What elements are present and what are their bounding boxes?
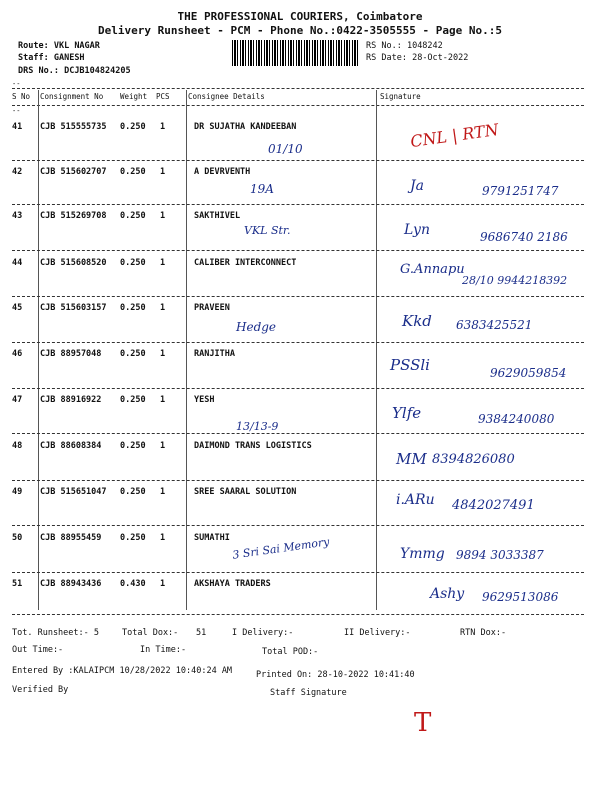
row-note: 3 Sri Sai Memory bbox=[231, 535, 331, 562]
row-sno: 41 bbox=[12, 122, 23, 132]
total-dox-value: 51 bbox=[196, 628, 207, 638]
row-consignee: SAKTHIVEL bbox=[194, 211, 241, 221]
route-value: VKL NAGAR bbox=[53, 41, 100, 51]
total-dox-label: Total Dox:- bbox=[122, 628, 179, 638]
col-weight: Weight bbox=[120, 92, 148, 101]
staff-row bbox=[18, 53, 85, 63]
row-weight: 0.250 bbox=[120, 349, 146, 359]
row-phone: 6383425521 bbox=[456, 318, 533, 332]
row-signature: CNL | RTN bbox=[409, 119, 500, 152]
row-signature: Ylfe bbox=[392, 404, 422, 422]
tot-runsheet: Tot. Runsheet:- 5 bbox=[12, 628, 99, 638]
row-weight: 0.250 bbox=[120, 258, 146, 268]
row-phone: 9384240080 bbox=[478, 412, 555, 426]
row-consignee: A DEVRVENTH bbox=[194, 167, 251, 177]
row-weight: 0.250 bbox=[120, 533, 146, 543]
row-note: 19A bbox=[250, 182, 274, 196]
row-consignee: YESH bbox=[194, 395, 215, 405]
row-consignee: AKSHAYA TRADERS bbox=[194, 579, 271, 589]
row-signature: Ymmg bbox=[400, 546, 445, 562]
row-phone: 9686740 2186 bbox=[480, 230, 568, 244]
row-sno: 47 bbox=[12, 395, 23, 405]
row-pcs: 1 bbox=[160, 579, 166, 589]
row-weight: 0.250 bbox=[120, 395, 146, 405]
row-pcs: 1 bbox=[160, 167, 166, 177]
row-sno: 42 bbox=[12, 167, 23, 177]
col-consignee: Consignee Details bbox=[188, 92, 265, 101]
rs-date-row bbox=[366, 53, 468, 63]
row-consignee: SREE SAARAL SOLUTION bbox=[194, 487, 297, 497]
row-rule bbox=[12, 525, 584, 526]
row-signature: Lyn bbox=[404, 222, 430, 238]
route-row bbox=[18, 41, 100, 51]
route-label: Route: bbox=[18, 41, 49, 51]
row-consignee: RANJITHA bbox=[194, 349, 235, 359]
row-pcs: 1 bbox=[160, 211, 166, 221]
drs-label: DRS No.: bbox=[18, 66, 59, 76]
row-pcs: 1 bbox=[160, 258, 166, 268]
row-consignee: CALIBER INTERCONNECT bbox=[194, 258, 297, 268]
rs-no-row bbox=[366, 41, 443, 51]
row-consignment: CJB 515269708 bbox=[40, 211, 107, 221]
row-rule bbox=[12, 572, 584, 573]
total-pod: Total POD:- bbox=[262, 647, 319, 657]
barcode-image bbox=[232, 40, 360, 66]
row-pcs: 1 bbox=[160, 395, 166, 405]
row-weight: 0.250 bbox=[120, 122, 146, 132]
row-consignment: CJB 515602707 bbox=[40, 167, 107, 177]
row-note: VKL Str. bbox=[244, 224, 291, 237]
row-sno: 45 bbox=[12, 303, 23, 313]
row-sno: 51 bbox=[12, 579, 23, 589]
row-sno: 43 bbox=[12, 211, 23, 221]
rs-date-label: RS Date: bbox=[366, 53, 407, 63]
row-sno: 48 bbox=[12, 441, 23, 451]
drs-row bbox=[18, 66, 131, 76]
row-signature: PSSli bbox=[390, 356, 430, 374]
row-signature: Ja bbox=[410, 178, 424, 194]
row-sno: 49 bbox=[12, 487, 23, 497]
row-pcs: 1 bbox=[160, 303, 166, 313]
marker-top: -- bbox=[12, 80, 21, 88]
row-rule bbox=[12, 480, 584, 481]
staff-label: Staff: bbox=[18, 53, 49, 63]
row-pcs: 1 bbox=[160, 441, 166, 451]
rs-no-value: 1048242 bbox=[406, 41, 443, 51]
row-consignee: DAIMOND TRANS LOGISTICS bbox=[194, 441, 312, 451]
row-signature: G.Annapu bbox=[400, 262, 465, 277]
printed-on: Printed On: 28-10-2022 10:41:40 bbox=[256, 670, 415, 680]
row-pcs: 1 bbox=[160, 122, 166, 132]
row-rule bbox=[12, 388, 584, 389]
row-weight: 0.250 bbox=[120, 167, 146, 177]
row-consignee: SUMATHI bbox=[194, 533, 230, 543]
row-rule bbox=[12, 296, 584, 297]
in-time: In Time:- bbox=[140, 645, 187, 655]
col-consignment: Consignment No bbox=[40, 92, 104, 101]
marker-bottom: -- bbox=[12, 107, 21, 115]
row-consignment: CJB 88943436 bbox=[40, 579, 102, 589]
row-weight: 0.250 bbox=[120, 441, 146, 451]
col-sep-1 bbox=[38, 90, 39, 610]
col-sno: S No bbox=[12, 92, 31, 101]
rtn-dox: RTN Dox:- bbox=[460, 628, 507, 638]
row-phone: 8394826080 bbox=[432, 452, 515, 467]
drs-value: DCJB104824205 bbox=[64, 66, 131, 76]
rs-date-value: 28-Oct-2022 bbox=[412, 53, 469, 63]
row-weight: 0.250 bbox=[120, 211, 146, 221]
row-signature: MM bbox=[396, 450, 427, 468]
row-sno: 44 bbox=[12, 258, 23, 268]
row-phone: 9629513086 bbox=[482, 590, 559, 604]
row-rule bbox=[12, 250, 584, 251]
row-phone: 9791251747 bbox=[482, 184, 559, 198]
col-pcs: PCS bbox=[156, 92, 170, 101]
row-phone: 28/10 9944218392 bbox=[462, 274, 568, 287]
row-signature: Kkd bbox=[402, 312, 432, 330]
row-signature: i.ARu bbox=[396, 492, 435, 508]
row-rule bbox=[12, 204, 584, 205]
out-time: Out Time:- bbox=[12, 645, 64, 655]
row-pcs: 1 bbox=[160, 349, 166, 359]
row-note: 13/13-9 bbox=[236, 420, 279, 433]
row-consignment: CJB 515603157 bbox=[40, 303, 107, 313]
row-rule bbox=[12, 614, 584, 615]
row-sno: 50 bbox=[12, 533, 23, 543]
row-consignment: CJB 88608384 bbox=[40, 441, 102, 451]
i-delivery: I Delivery:- bbox=[232, 628, 294, 638]
row-pcs: 1 bbox=[160, 487, 166, 497]
col-sep-3 bbox=[376, 90, 377, 610]
row-rule bbox=[12, 160, 584, 161]
table-header-rule bbox=[12, 105, 584, 106]
row-consignment: CJB 88955459 bbox=[40, 533, 102, 543]
col-signature: Signature bbox=[380, 92, 421, 101]
entered-by: Entered By :KALAIPCM 10/28/2022 10:40:24 AM bbox=[12, 666, 233, 676]
row-rule bbox=[12, 433, 584, 434]
row-consignee: PRAVEEN bbox=[194, 303, 230, 313]
row-phone: 9629059854 bbox=[490, 366, 567, 380]
row-consignment: CJB 515651047 bbox=[40, 487, 107, 497]
row-sno: 46 bbox=[12, 349, 23, 359]
verified-by: Verified By bbox=[12, 685, 69, 695]
row-rule bbox=[12, 342, 584, 343]
row-pcs: 1 bbox=[160, 533, 166, 543]
company-title: THE PROFESSIONAL COURIERS, Coimbatore bbox=[177, 10, 423, 23]
red-pen-mark: T bbox=[414, 708, 432, 738]
row-weight: 0.250 bbox=[120, 487, 146, 497]
row-note: 01/10 bbox=[268, 142, 303, 156]
row-phone: 4842027491 bbox=[452, 498, 535, 513]
col-sep-2 bbox=[186, 90, 187, 610]
row-note: Hedge bbox=[236, 320, 277, 334]
runsheet-subtitle: Delivery Runsheet - PCM - Phone No.:0422-3505555 - Page No.:5 bbox=[98, 24, 502, 37]
row-phone: 9894 3033387 bbox=[456, 548, 544, 562]
staff-value: GANESH bbox=[53, 53, 85, 63]
row-consignment: CJB 515555735 bbox=[40, 122, 107, 132]
row-weight: 0.430 bbox=[120, 579, 146, 589]
staff-signature: Staff Signature bbox=[270, 688, 347, 698]
row-consignment: CJB 515608520 bbox=[40, 258, 107, 268]
table-top-rule bbox=[12, 88, 584, 89]
row-consignee: DR SUJATHA KANDEEBAN bbox=[194, 122, 297, 132]
row-weight: 0.250 bbox=[120, 303, 146, 313]
ii-delivery: II Delivery:- bbox=[344, 628, 411, 638]
row-signature: Ashy bbox=[430, 586, 465, 602]
row-consignment: CJB 88957048 bbox=[40, 349, 102, 359]
rs-no-label: RS No.: bbox=[366, 41, 402, 51]
row-consignment: CJB 88916922 bbox=[40, 395, 102, 405]
